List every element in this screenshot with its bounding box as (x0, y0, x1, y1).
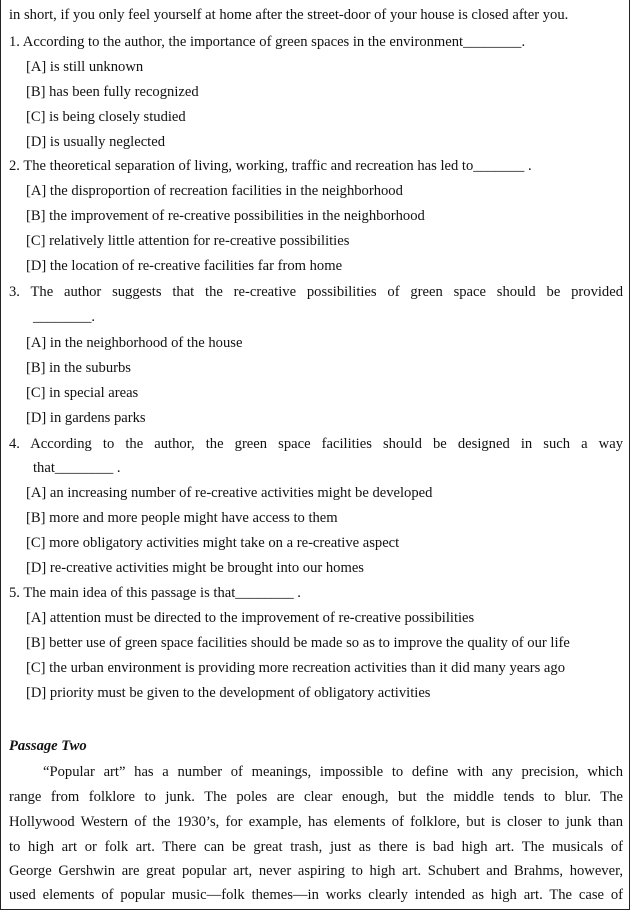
passage-two-line-6: used elements of popular music—folk themes—in works clearly intended as high art. The case of (9, 887, 623, 903)
question-4-option-d: [D] re-creative activities might be brought into our homes (26, 560, 364, 576)
passage-two-line-2: range from folklore to junk. The poles are clear enough, but the middle tends to blur. The (9, 789, 623, 805)
question-5-option-b: [B] better use of green space facilities should be made so as to improve the quality of our life (26, 635, 570, 651)
question-2-option-b: [B] the improvement of re-creative possibilities in the neighborhood (26, 208, 425, 224)
question-1-option-a: [A] is still unknown (26, 59, 144, 75)
question-5-option-c: [C] the urban environment is providing more recreation activities than it did many years ago (26, 660, 565, 676)
question-3-stem: 3. The author suggests that the re-creative possibilities of green space should be provided (9, 284, 623, 300)
question-3-option-c: [C] in special areas (26, 385, 139, 401)
question-2-stem: 2. The theoretical separation of living, working, traffic and recreation has led to_______ . (9, 158, 532, 174)
question-4-stem: 4. According to the author, the green space facilities should be designed in such a way (9, 436, 623, 452)
question-3-option-d: [D] in gardens parks (26, 410, 146, 426)
question-2-option-a: [A] the disproportion of recreation facilities in the neighborhood (26, 183, 403, 199)
question-1-option-c: [C] is being closely studied (26, 109, 186, 125)
question-1-option-d: [D] is usually neglected (26, 134, 166, 150)
intro-line: in short, if you only feel yourself at home after the street-door of your house is closed after you. (9, 7, 569, 23)
passage-two-line-5: George Gershwin are great popular art, never aspiring to high art. Schubert and Brahms, however, (9, 863, 623, 879)
question-5-option-d: [D] priority must be given to the development of obligatory activities (26, 685, 431, 701)
question-3-option-b: [B] in the suburbs (26, 360, 131, 376)
passage-two-line-1: “Popular art” has a number of meanings, impossible to define with any precision, which (43, 764, 623, 780)
question-4-option-b: [B] more and more people might have access to them (26, 510, 338, 526)
question-1-option-b: [B] has been fully recognized (26, 84, 199, 100)
question-4-option-a: [A] an increasing number of re-creative activities might be developed (26, 485, 433, 501)
passage-two-title: Passage Two (9, 738, 87, 754)
question-5-option-a: [A] attention must be directed to the improvement of re-creative possibilities (26, 610, 475, 626)
question-5-stem: 5. The main idea of this passage is that________ . (9, 585, 301, 601)
passage-two-line-3: Hollywood Western of the 1930’s, for example, has elements of folklore, but is closer to junk than (9, 814, 623, 830)
question-1-stem: 1. According to the author, the importance of green spaces in the environment________. (9, 34, 526, 50)
passage-two-line-4: to high art or folk art. There can be great trash, just as there is bad high art. The musicals of (9, 839, 623, 855)
question-4-option-c: [C] more obligatory activities might take on a re-creative aspect (26, 535, 400, 551)
question-3-stem-continuation: ________. (33, 309, 96, 325)
question-2-option-c: [C] relatively little attention for re-creative possibilities (26, 233, 350, 249)
question-4-stem-continuation: that________ . (33, 460, 121, 476)
question-2-option-d: [D] the location of re-creative facilities far from home (26, 258, 343, 274)
question-3-option-a: [A] in the neighborhood of the house (26, 335, 243, 351)
